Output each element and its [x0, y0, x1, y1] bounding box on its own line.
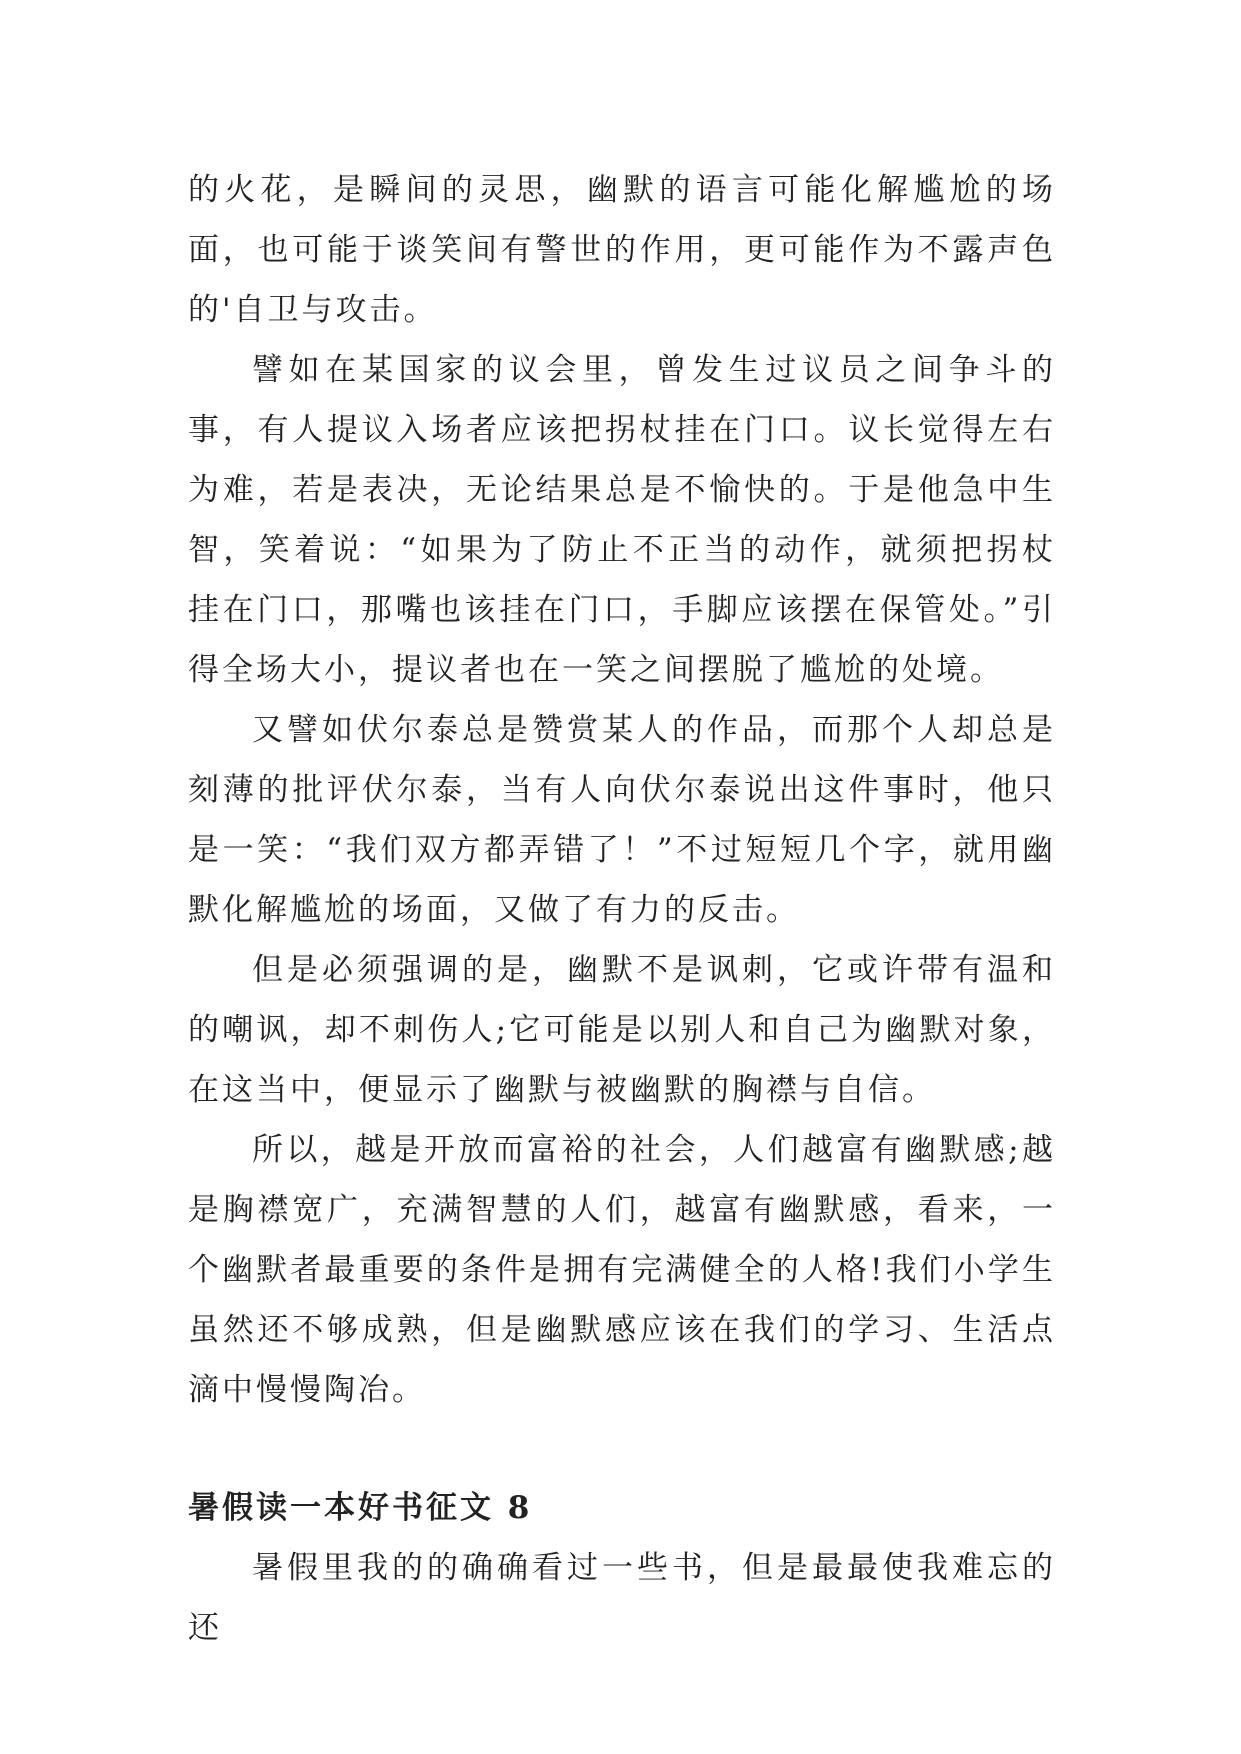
document-page	[188, 160, 1056, 1658]
paragraph-2: 譬如在某国家的议会里，曾发生过议员之间争斗的事，有人提议入场者应该把拐杖挂在门口。议长觉得左右为难，若是表决，无论结果总是不愉快的。于是他急中生智，笑着说：“如果为了防止不正当的动作，就须把拐杖挂在门口，那嘴也该挂在门口，手脚应该摆在保管处。”引得全场大小，提议者也在一笑之间摆脱了尴尬的处境。	[188, 352, 1056, 688]
paragraph-4: 但是必须强调的是，幽默不是讽刺，它或许带有温和的嘲讽，却不刺伤人;它可能是以别人和自己为幽默对象，在这当中，便显示了幽默与被幽默的胸襟与自信。	[188, 952, 1056, 1108]
section-title: 暑假读一本好书征文 8	[188, 1490, 533, 1526]
paragraph-3: 又譬如伏尔泰总是赞赏某人的作品，而那个人却总是刻薄的批评伏尔泰，当有人向伏尔泰说出这件事时，他只是一笑：“我们双方都弄错了！”不过短短几个字，就用幽默化解尴尬的场面，又做了有力的反击。	[188, 712, 1056, 928]
section-paragraph: 暑假里我的的确确看过一些书，但是最最使我难忘的还	[188, 1550, 1056, 1646]
paragraph-1: 的火花，是瞬间的灵思，幽默的语言可能化解尴尬的场面，也可能于谈笑间有警世的作用，更可能作为不露声色的'自卫与攻击。	[188, 172, 1056, 328]
paragraph-5: 所以，越是开放而富裕的社会，人们越富有幽默感;越是胸襟宽广，充满智慧的人们，越富有幽默感，看来，一个幽默者最重要的条件是拥有完满健全的人格!我们小学生虽然还不够成熟，但是幽默感应该在我们的学习、生活点滴中慢慢陶冶。	[188, 1132, 1056, 1408]
